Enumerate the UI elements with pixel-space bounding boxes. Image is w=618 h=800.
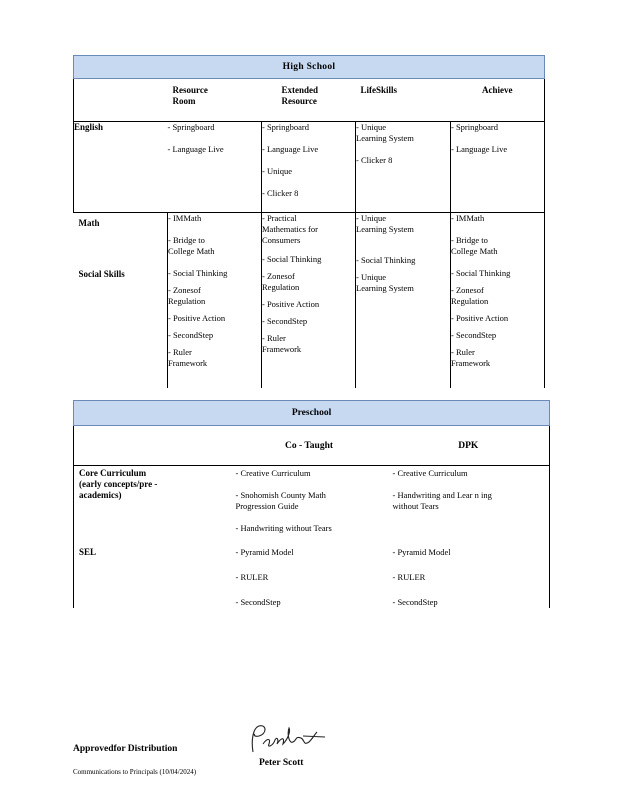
list-item: - Unique Learning System (356, 213, 414, 234)
signer-name: Peter Scott (259, 758, 304, 768)
communications-line: Communications to Principals (10/04/2024) (73, 768, 197, 776)
list-item: - Ruler Framework (168, 347, 208, 368)
list-item: - Positive Action (168, 313, 226, 323)
list-item: - Practical Mathematics for Consumers (262, 213, 318, 245)
list-item: - Clicker 8 (262, 188, 299, 198)
list-item: - Creative Curriculum (235, 468, 311, 478)
list-item: - SecondStep (235, 597, 281, 607)
col-resource-room: Resource Room (168, 79, 262, 122)
list-item: - SecondStep (262, 316, 308, 326)
list-item: - Pyramid Model (235, 547, 294, 557)
list-item: - Springboard (451, 122, 498, 132)
list-item: - Creative Curriculum (392, 468, 468, 478)
math-social-resource-cell (168, 213, 262, 389)
sel-cotaught-cell (231, 545, 388, 608)
list-item: - Social Thinking (262, 254, 322, 264)
list-item: - Zonesof Regulation (168, 285, 206, 306)
core-cotaught-cell (231, 466, 388, 546)
list-item: - Unique Learning System (356, 122, 414, 143)
english-achieve-cell (451, 122, 545, 213)
list-item: - Zonesof Regulation (451, 285, 489, 306)
list-item: - Ruler Framework (262, 333, 302, 354)
list-item: - Handwriting without Tears (235, 523, 332, 533)
english-extended-cell (262, 122, 356, 213)
list-item: - SecondStep (392, 597, 438, 607)
list-item: - Positive Action (262, 299, 320, 309)
row-label-english: English (74, 122, 168, 213)
row-label-math: Math (78, 218, 100, 228)
list-item: - Springboard (262, 122, 309, 132)
list-item: - Pyramid Model (392, 547, 451, 557)
list-item: - Bridge to College Math (168, 235, 215, 256)
english-resource-cell (168, 122, 262, 213)
row-label-core-curriculum: Core Curriculum (early concepts/pre - academics) (74, 466, 231, 546)
list-item: - RULER (235, 572, 269, 582)
list-item: - Springboard (167, 122, 215, 132)
core-dpk-cell (388, 466, 550, 546)
list-item: - Social Thinking (168, 268, 228, 278)
row-label-social-skills: Social Skills (78, 269, 125, 279)
list-item: - Clicker 8 (356, 155, 393, 165)
row-labels-math-social (74, 213, 168, 389)
list-item: - Bridge to College Math (451, 235, 498, 256)
list-item: - Language Live (451, 144, 508, 154)
list-item: - SecondStep (168, 330, 214, 340)
corner-cell (74, 79, 168, 122)
col-co-taught: Co - Taught (231, 426, 388, 466)
high-school-table (73, 55, 545, 388)
col-dpk: DPK (388, 426, 550, 466)
list-item: - Zonesof Regulation (262, 271, 300, 292)
english-lifeskills-cell (356, 122, 451, 213)
list-item: - Social Thinking (451, 268, 511, 278)
math-social-extended-cell (262, 213, 356, 389)
list-item: - Handwriting and Lear n ing without Tears (392, 490, 492, 511)
list-item: - Unique (262, 166, 292, 176)
list-item: - Language Live (167, 144, 224, 154)
list-item: - Positive Action (451, 313, 509, 323)
preschool-table (73, 400, 550, 608)
col-lifeskills: LifeSkills (356, 79, 451, 122)
preschool-corner (74, 426, 231, 466)
list-item: - Language Live (262, 144, 319, 154)
col-achieve: Achieve (451, 79, 545, 122)
list-item: - RULER (392, 572, 426, 582)
col-extended-resource: Extended Resource (262, 79, 356, 122)
sel-dpk-cell (388, 545, 550, 608)
math-social-achieve-cell (451, 213, 545, 389)
approved-for-distribution: Approvedfor Distribution (73, 744, 178, 754)
signature-image (245, 722, 335, 758)
list-item: - Social Thinking (356, 255, 416, 265)
list-item: - IMMath (451, 213, 485, 223)
list-item: - Ruler Framework (451, 347, 491, 368)
row-label-sel: SEL (74, 545, 231, 608)
list-item: - SecondStep (451, 330, 497, 340)
high-school-title: High School (74, 56, 545, 79)
list-item: - IMMath (168, 213, 202, 223)
math-social-lifeskills-cell (356, 213, 451, 389)
preschool-title: Preschool (74, 401, 550, 426)
list-item: - Snohomish County Math Progression Guide (235, 490, 326, 511)
list-item: - Unique Learning System (356, 272, 414, 293)
